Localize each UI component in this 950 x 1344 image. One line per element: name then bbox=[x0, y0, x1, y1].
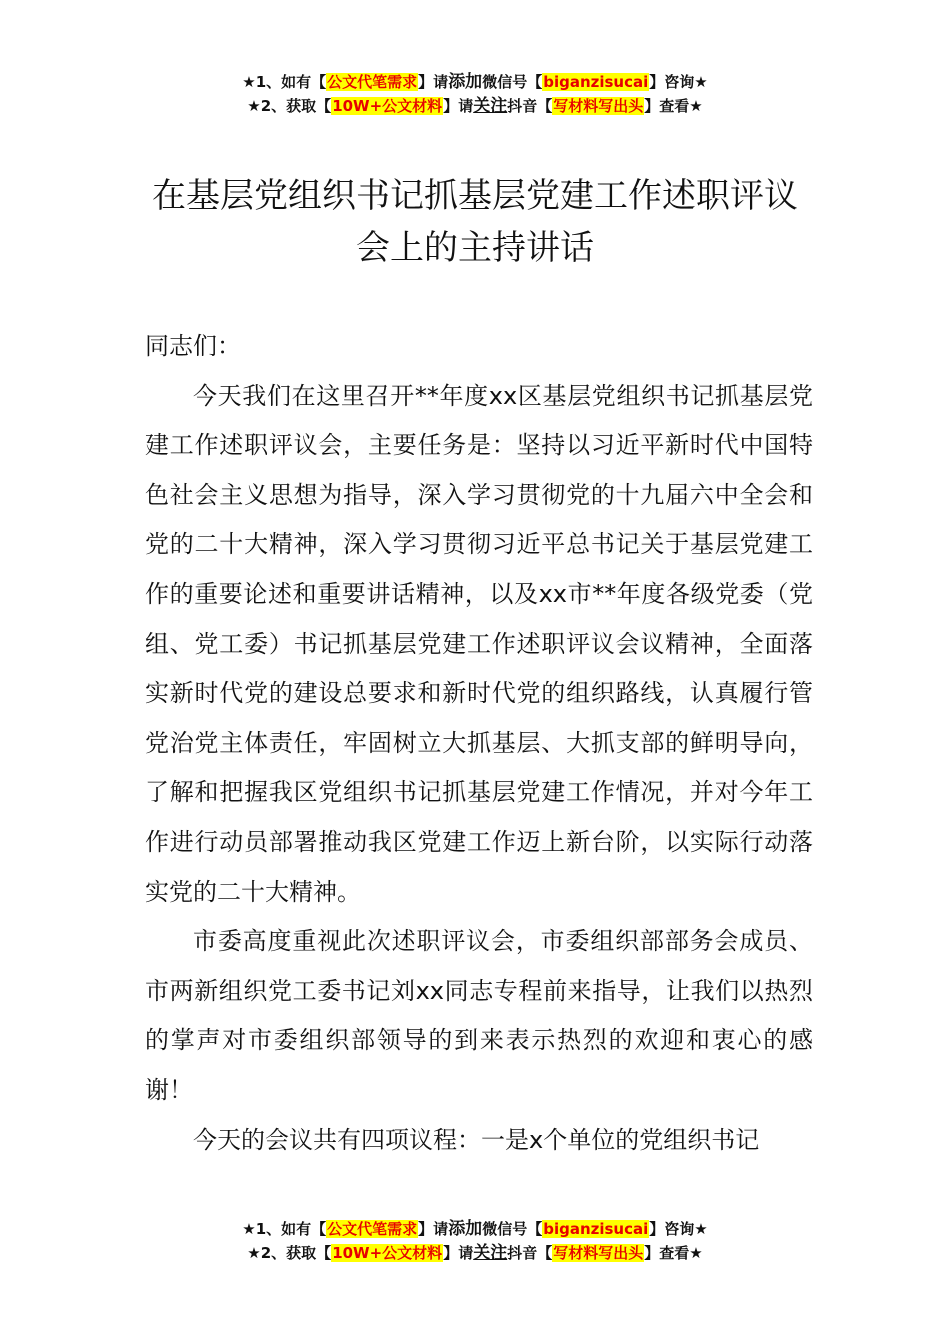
paragraph: 市委高度重视此次述职评议会，市委组织部部务会成员、市两新组织党工委书记刘xx同志专程前来指导，让我们以热烈的掌声对市委组织部领导的到来表示热烈的欢迎和衷心的感谢！ bbox=[145, 927, 813, 1104]
banner-text: 】咨询★ bbox=[649, 1220, 708, 1238]
banner-text: ★2、获取【 bbox=[247, 1244, 332, 1262]
banner-line-2 bbox=[0, 1241, 950, 1265]
banner-text: 】请 bbox=[443, 1244, 474, 1262]
document-body bbox=[145, 322, 813, 1165]
paragraph: 今天的会议共有四项议程：一是x个单位的党组织书记 bbox=[193, 1125, 760, 1154]
salutation: 同志们： bbox=[145, 332, 241, 360]
banner-text: 】请 bbox=[443, 97, 474, 115]
banner-emphasis: 关注 bbox=[473, 1243, 508, 1263]
banner-line-1 bbox=[0, 1217, 950, 1241]
highlight-service: 公文代笔需求 bbox=[327, 1220, 418, 1238]
banner-emphasis: 添加 bbox=[448, 1219, 483, 1239]
highlight-wechat-id: biganzisucai bbox=[543, 73, 649, 91]
highlight-douyin-id: 写材料写出头 bbox=[553, 1244, 644, 1262]
highlight-service: 公文代笔需求 bbox=[327, 73, 418, 91]
banner-emphasis: 添加 bbox=[448, 72, 483, 92]
banner-line-1 bbox=[0, 70, 950, 94]
banner-text: 抖音【 bbox=[507, 97, 553, 115]
banner-text: 】请 bbox=[418, 1220, 449, 1238]
banner-text: 】查看★ bbox=[644, 1244, 703, 1262]
banner-text: 微信号【 bbox=[482, 73, 543, 91]
banner-text: 】咨询★ bbox=[649, 73, 708, 91]
footer-banner bbox=[0, 1217, 950, 1265]
header-banner bbox=[0, 70, 950, 118]
banner-text: ★1、如有【 bbox=[242, 73, 327, 91]
banner-text: 微信号【 bbox=[482, 1220, 543, 1238]
banner-emphasis: 关注 bbox=[473, 96, 508, 116]
banner-text: 抖音【 bbox=[507, 1244, 553, 1262]
banner-text: ★1、如有【 bbox=[242, 1220, 327, 1238]
highlight-wechat-id: biganzisucai bbox=[543, 1220, 649, 1238]
highlight-douyin-id: 写材料写出头 bbox=[553, 97, 644, 115]
banner-text: 】请 bbox=[418, 73, 449, 91]
paragraph: 今天我们在这里召开**年度xx区基层党组织书记抓基层党建工作述职评议会，主要任务是：坚持以习近平新时代中国特色社会主义思想为指导，深入学习贯彻党的十九届六中全会和党的二十大精神，深入学习贯彻习近平总书记关于基层党建工作的重要论述和重要讲话精神，以及xx市**年度各级党委（党组、党工委）书记抓基层党建工作述职评议会议精神，全面落实新时代党的建设总要求和新时代党的组织路线，认真履行管党治党主体责任，牢固树立大抓基层、大抓支部的鲜明导向，了解和把握我区党组织书记抓基层党建工作情况，并对今年工作进行动员部署推动我区党建工作迈上新台阶，以实际行动落实党的二十大精神。 bbox=[145, 381, 813, 906]
highlight-materials: 10W+公文材料 bbox=[332, 1244, 443, 1262]
banner-line-2 bbox=[0, 94, 950, 118]
banner-text: 】查看★ bbox=[644, 97, 703, 115]
document-title: 在基层党组织书记抓基层党建工作述职评议会上的主持讲话 bbox=[152, 176, 798, 268]
banner-text: ★2、获取【 bbox=[247, 97, 332, 115]
highlight-materials: 10W+公文材料 bbox=[332, 97, 443, 115]
